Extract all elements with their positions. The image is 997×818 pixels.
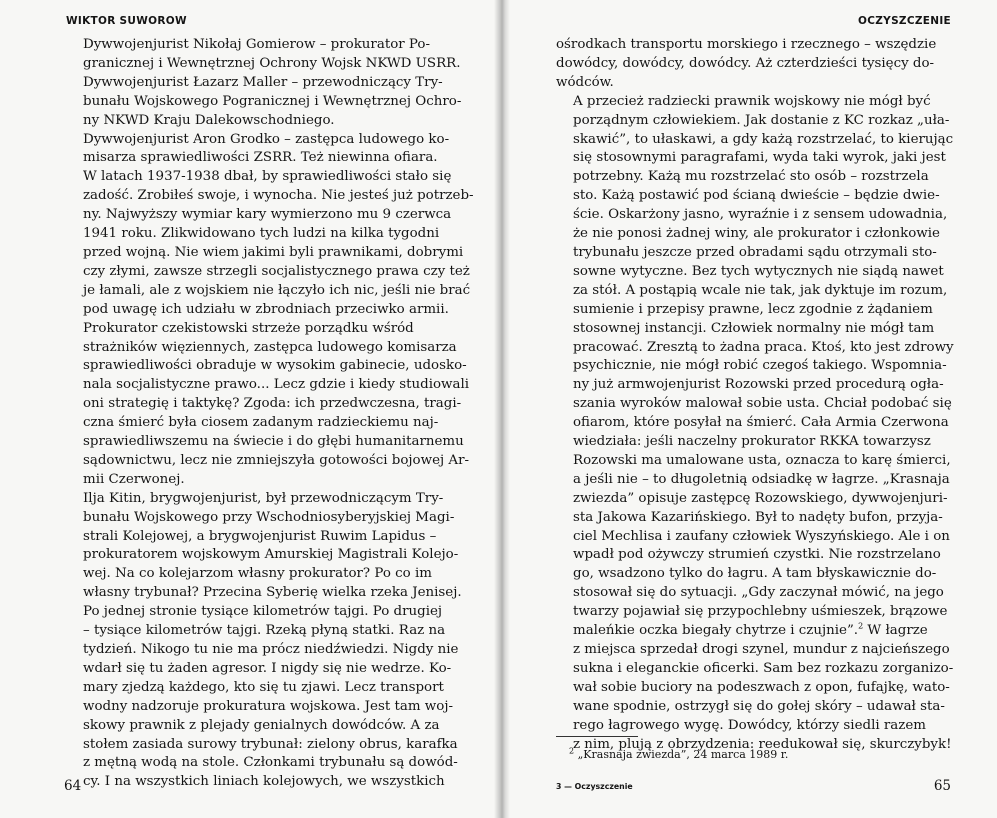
text-line: granicznej i Wewnętrznej Ochrony Wojsk NKWD USRR. xyxy=(83,55,461,71)
text-line: tydzień. Nikogo tu nie ma prócz niedźwiedzi. Nigdy nie xyxy=(83,642,459,657)
text-line: ny. Najwyższy wymiar kary wymierzono mu 9 czerwca xyxy=(83,207,452,223)
text-line: Dywwojenjurist Nikołaj Gomierow – prokurator Po- xyxy=(83,37,430,52)
text-line: z nim, plują z obrzydzenia: reedukował się, skurczybyk! xyxy=(573,736,952,752)
text-line: A przecież radziecki prawnik wojskowy nie mógł być xyxy=(573,93,931,109)
text-line: wej. Na co kolejarzom własny prokurator? Po co im xyxy=(83,566,432,582)
text-line: sukna i eleganckie oficerki. Sam bez rozkazu zorganizo- xyxy=(573,660,954,676)
text-line: W latach 1937-1938 dbał, by sprawiedliwości stało się xyxy=(83,169,452,185)
text-line: własny trybunał? Przecina Syberię wielka rzeka Jenisej. xyxy=(83,585,462,601)
text-line: Prokurator czekistowski strzeże porządku wśród xyxy=(83,320,414,336)
text-line: oni strategię i taktykę? Zgoda: ich przedwczesna, tragi- xyxy=(83,396,462,412)
paragraph xyxy=(66,131,474,320)
text-line: porządnym człowiekiem. Jak dostanie z KC rozkaz „uła- xyxy=(573,112,950,128)
text-line-with-footnote xyxy=(556,622,951,641)
text-fragment: maleńkie oczka biegały chytrze i czujnie”. xyxy=(573,623,859,639)
text-line: strali Kolejowej, a brygwojenjurist Ruwim Lapidus – xyxy=(83,528,437,544)
paragraph xyxy=(66,36,466,74)
text-line: czy złymi, zawsze strzegli socjalistycznego prawa czy też xyxy=(83,263,470,279)
text-line: ny NKWD Kraju Dalekowschodniego. xyxy=(83,112,335,128)
footnote-number: 2 xyxy=(569,746,575,756)
page-number-right: 65 xyxy=(933,778,951,794)
text-line: Po jednej stronie tysiące kilometrów tajgi. Po drugiej xyxy=(83,604,443,620)
paragraph-continuation xyxy=(556,36,951,93)
text-line: mii Czerwonej. xyxy=(83,471,185,487)
right-page-body xyxy=(556,36,954,754)
text-line: sto. Każą postawić pod ścianą dwieście – będzie dwie- xyxy=(573,188,940,204)
text-line: potrzebny. Każą mu rozstrzelać sto osób – rozstrzela xyxy=(573,169,929,185)
text-line: sprawiedliwszemu na świecie i do głębi humanitarnemu xyxy=(83,434,464,450)
text-line: dowódcy, dowódcy, dowódcy. Aż czterdzieści tysięcy do- xyxy=(556,55,935,71)
printer-signature-mark: 3 — Oczyszczenie xyxy=(556,782,633,791)
paragraph xyxy=(66,74,466,131)
text-line: wódców. xyxy=(556,74,614,90)
text-line: ście. Oskarżony jasno, wyraźnie i z sensem udowadnia, xyxy=(573,207,948,223)
text-line: sowne wytyczne. Bez tych wytycznych nie siądą nawet xyxy=(573,263,944,279)
text-line: z miejsca sprzedał drogi szynel, mundur z najcieńszego xyxy=(573,642,950,657)
footnote-text: „Krasnaja zwiezda”, 24 marca 1989 r. xyxy=(577,748,789,761)
left-page-body xyxy=(66,36,474,792)
text-line: wpadł pod ożywczy strumień czystki. Nie rozstrzelano xyxy=(573,547,941,563)
text-line: rego łagrowego wygę. Dowódcy, którzy siedli razem xyxy=(573,717,926,733)
text-line: prokuratorem wojskowym Amurskiej Magistrali Kolejo- xyxy=(83,547,459,563)
text-line: cy. I na wszystkich liniach kolejowych, we wszystkich xyxy=(83,774,445,790)
text-line: misarza sprawiedliwości ZSRR. Też niewinna ofiara. xyxy=(83,150,438,166)
text-line: wał sobie buciory na podeszwach z opon, fufajkę, wato- xyxy=(573,679,950,695)
text-line: a jeśli nie – to długoletnią odsiadkę w łagrze. „Krasnaja xyxy=(573,471,950,487)
text-line: – tysiące kilometrów tajgi. Rzeką płyną statki. Raz na xyxy=(83,623,446,639)
text-line: za stół. A postąpią wcale nie tak, jak dyktuje im rozum, xyxy=(573,282,948,298)
text-line: wdarł się tu żaden agresor. I nigdy się nie wedrze. Ko- xyxy=(83,660,452,676)
text-line: psychicznie, nie mógł robić czegoś takiego. Wspomnia- xyxy=(573,358,947,374)
text-line: Rozowski ma umalowane usta, oznacza to karę śmierci, xyxy=(573,452,951,468)
page-number-left: 64 xyxy=(64,778,82,794)
footnote-divider xyxy=(556,736,638,737)
text-line: twarzy pojawiał się przypochlebny uśmieszek, brązowe xyxy=(573,604,948,620)
text-line: ciel Mechlisa i zaufany człowiek Wyszyńskiego. Ale i on xyxy=(573,528,950,544)
running-header-right: OCZYSZCZENIE xyxy=(858,15,951,27)
text-line: stosował się do sytuacji. „Gdy zaczynał mówić, na jego xyxy=(573,585,944,601)
text-line: z mętną wodą na stole. Członkami trybunału są dowód- xyxy=(83,755,458,771)
text-line: szania wyroków malował sobie usta. Chciał podobać się xyxy=(573,396,952,412)
text-line: sprawiedliwości obraduje w wysokim gabinecie, udosko- xyxy=(83,358,467,374)
text-line: wodny nadzoruje prokuratura wojskowa. Jest tam woj- xyxy=(83,698,454,714)
running-header-left: WIKTOR SUWOROW xyxy=(66,15,187,27)
text-line: strażników więziennych, zastępca ludowego komisarza xyxy=(83,339,457,355)
text-line: ośrodkach transportu morskiego i rzecznego – wszędzie xyxy=(556,37,937,52)
text-line: bunału Wojskowego przy Wschodniosyberyjskiej Magi- xyxy=(83,509,455,525)
text-line: sądownictwu, lecz nie zmniejszyła gotowości bojowej Ar- xyxy=(83,452,470,468)
text-line: ofiarom, które posyłał na śmierć. Cała Armia Czerwona xyxy=(573,415,949,431)
text-line: ny już armwojenjurist Rozowski przed procedurą ogła- xyxy=(573,377,944,393)
text-line: stosownej instancji. Człowiek normalny nie mógł tam xyxy=(573,320,935,336)
footnote-marker: 2 xyxy=(858,621,864,631)
text-line: Dywwojenjurist Aron Grodko – zastępca ludowego ko- xyxy=(83,131,450,147)
text-line: trybunału jeszcze przed obradami sądu otrzymali sto- xyxy=(573,244,937,260)
text-line: sumienie i przepisy prawne, lecz zgodnie z żądaniem xyxy=(573,301,933,317)
text-line: stołem zasiada surowy trybunał: zielony obrus, karafka xyxy=(83,736,458,752)
text-line: je łamali, ale z wojskiem nie łączyło ich nic, jeśli nie brać xyxy=(83,282,471,298)
text-line: mary zjedzą każdego, kto się tu zjawi. Lecz transport xyxy=(83,679,444,695)
paragraph xyxy=(66,490,466,793)
footnote xyxy=(569,748,788,762)
text-line: wane spodnie, ostrzygł się do gołej skóry – udawał sta- xyxy=(573,698,945,714)
text-line: bunału Wojskowego Pogranicznej i Wewnętrznej Ochro- xyxy=(83,93,462,109)
text-line: zadość. Zrobiłeś swoje, i wynocha. Nie jesteś już potrzeb- xyxy=(83,188,474,204)
text-line: skawić”, to ułaskawi, a gdy każą rozstrzelać, to kierując xyxy=(573,131,954,147)
text-line: zwiezda” opisuje zastępcę Rozowskiego, dywwojenjuri- xyxy=(573,490,948,506)
text-line: skowy prawnik z plejady genialnych dowódców. A za xyxy=(83,717,440,733)
text-line: czna śmierć była ciosem zadanym radzieckiemu naj- xyxy=(83,415,439,431)
left-page xyxy=(0,0,497,818)
text-line: wiedziała: jeśli naczelny prokurator RKKA towarzysz xyxy=(573,434,931,450)
paragraph xyxy=(556,93,954,755)
text-line: sta Jakowa Kazarińskiego. Był to nadęty bufon, przyja- xyxy=(573,509,943,525)
text-line: się stosownymi paragrafami, wyda taki wyrok, jaki jest xyxy=(573,150,946,166)
text-line: Ilja Kitin, brygwojenjurist, był przewodniczącym Try- xyxy=(83,490,444,506)
text-line: nala socjalistyczne prawo... Lecz gdzie i kiedy studiowali xyxy=(83,377,470,393)
text-fragment: W łagrze xyxy=(863,623,928,639)
text-line: pod uwagę ich udziału w zbrodniach przeciwko armii. xyxy=(83,301,449,317)
right-page xyxy=(497,0,997,818)
text-line: przed wojną. Nie wiem jakimi byli prawnikami, dobrymi xyxy=(83,244,464,260)
text-line: że nie ponosi żadnej winy, ale prokurator i członkowie xyxy=(573,226,940,242)
text-line: go, wsadzono tylko do łagru. A tam błyskawicznie do- xyxy=(573,566,937,582)
paragraph xyxy=(66,320,470,490)
text-line: Dywwojenjurist Łazarz Maller – przewodniczący Try- xyxy=(83,74,443,90)
text-line: pracować. Zresztą to żadna praca. Ktoś, kto jest zdrowy xyxy=(573,339,954,355)
text-line: 1941 roku. Zlikwidowano tych ludzi na kilka tygodni xyxy=(83,226,440,242)
